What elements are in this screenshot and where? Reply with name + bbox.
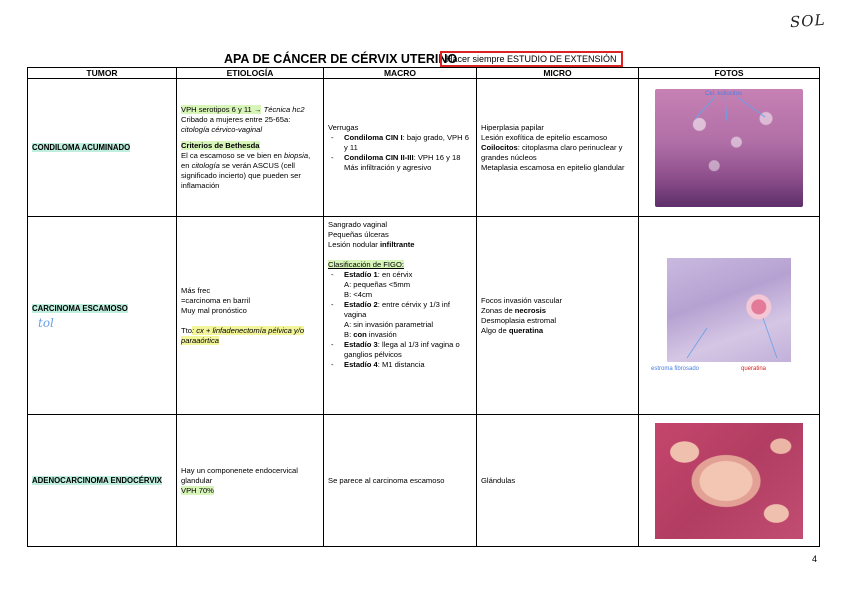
micro-cell (477, 79, 639, 217)
micro-text: Zonas de necrosis (481, 305, 547, 315)
table-header-row (28, 68, 820, 79)
etiologia-text: Muy mal pronóstico (181, 305, 247, 315)
photo-annotation: queratina (741, 365, 767, 372)
photo-cell (639, 217, 820, 415)
figo-stage: - Estadío 2: entre cérvix y 1/3 inf vagina A: sin invasión parametrial B: con invasión (344, 300, 472, 340)
title-row (0, 52, 848, 66)
macro-text: Verrugas (328, 122, 359, 132)
photo-cell (639, 79, 820, 217)
etiologia-text: VPH serotipos 6 y 11 → (181, 104, 262, 114)
etiologia-text: VPH 70% (181, 485, 214, 495)
tumor-cell (28, 217, 177, 415)
etiologia-cell (177, 79, 324, 217)
header-macro: MACRO (324, 68, 477, 79)
tumor-name: CARCINOMA ESCAMOSO (32, 303, 128, 313)
etiologia-text: Más frec (181, 285, 211, 295)
etiologia-text: Hay un componenete endocervical glandular (181, 465, 298, 485)
handwritten-note: tol (38, 315, 54, 330)
macro-cell (324, 217, 477, 415)
macro-text: Sangrado vaginal (328, 220, 388, 229)
handwritten-signature: SOL (789, 10, 827, 32)
tumor-cell (28, 415, 177, 547)
table-row (28, 79, 820, 217)
micro-text: Metaplasia escamosa en epitelio glandular (481, 162, 625, 172)
micro-text: Hiperplasia papilar (481, 122, 544, 132)
micro-text: Desmoplasia estromal (481, 315, 557, 325)
micro-cell (477, 217, 639, 415)
micro-cell (477, 415, 639, 547)
header-micro: MICRO (477, 68, 639, 79)
macro-text: Lesión nodular infiltrante (328, 240, 415, 249)
tumor-table (27, 67, 820, 547)
adenocarcinoma-histology-image (655, 423, 803, 539)
photo-annotation: estroma fibrosado (651, 365, 700, 372)
header-fotos: FOTOS (639, 68, 820, 79)
macro-item: - Condiloma CIN I: bajo grado, VPH 6 y 11 (344, 133, 472, 153)
micro-text: Glándulas (481, 475, 516, 485)
etiologia-text: citología cérvico-vaginal (181, 124, 263, 134)
page-number: 4 (812, 554, 818, 564)
macro-text: Se parece al carcinoma escamoso (328, 475, 445, 485)
figo-stage: - Estadío 4: M1 distancia (344, 360, 472, 370)
annotation-arrows (667, 258, 791, 362)
figo-stage: - Estadío 1: en cérvix A: pequeñas <5mm B: <4cm (344, 270, 472, 300)
figo-heading: Clasificación de FIGO: (328, 260, 404, 269)
page-title: APA DE CÁNCER DE CÉRVIX UTERINO (224, 52, 458, 66)
etiologia-text: Tto: cx + linfadenectomía pélvica y/o paraaórtica (181, 325, 305, 345)
micro-text: Coilocitos: citoplasma claro perinuclear y grandes núcleos (481, 142, 623, 162)
macro-item: - Condiloma CIN II-III: VPH 16 y 18 Más infiltración y agresivo (344, 153, 472, 173)
tumor-name: CONDILOMA ACUMINADO (32, 142, 131, 152)
micro-text: Algo de queratina (481, 325, 544, 335)
extension-note-box: Hacer siempre ESTUDIO DE EXTENSIÓN (440, 51, 623, 67)
macro-cell (324, 415, 477, 547)
table-row (28, 415, 820, 547)
etiologia-text: Técnica hc2 (263, 104, 305, 114)
macro-cell (324, 79, 477, 217)
tumor-name: ADENOCARCINOMA ENDOCÉRVIX (32, 475, 162, 485)
annotation-arrows (655, 89, 803, 207)
etiologia-text: El ca escamoso se ve bien en biopsia, en citología se verán ASCUS (cell significado incierto) que pueden ser inflamación (181, 150, 311, 190)
header-etiologia: ETIOLOGÍA (177, 68, 324, 79)
table-row (28, 217, 820, 415)
micro-text: Lesión exofítica de epitelio escamoso (481, 132, 608, 142)
photo-cell (639, 415, 820, 547)
micro-text: Focos invasión vascular (481, 295, 563, 305)
etiologia-text: Criterios de Bethesda (181, 140, 260, 150)
figo-stage: - Estadío 3: llega al 1/3 inf vagina o ganglios pélvicos (344, 340, 472, 360)
etiologia-text: Cribado a mujeres entre 25-65a: (181, 114, 291, 124)
macro-text: Pequeñas úlceras (328, 230, 389, 239)
header-tumor: TUMOR (28, 68, 177, 79)
etiologia-cell (177, 217, 324, 415)
photo-annotation: Cel. koilocitos (705, 90, 743, 97)
squamous-carcinoma-histology-image (667, 258, 791, 362)
condyloma-histology-image (655, 89, 803, 207)
etiologia-text: =carcinoma en barril (181, 295, 251, 305)
etiologia-cell (177, 415, 324, 547)
tumor-cell (28, 79, 177, 217)
